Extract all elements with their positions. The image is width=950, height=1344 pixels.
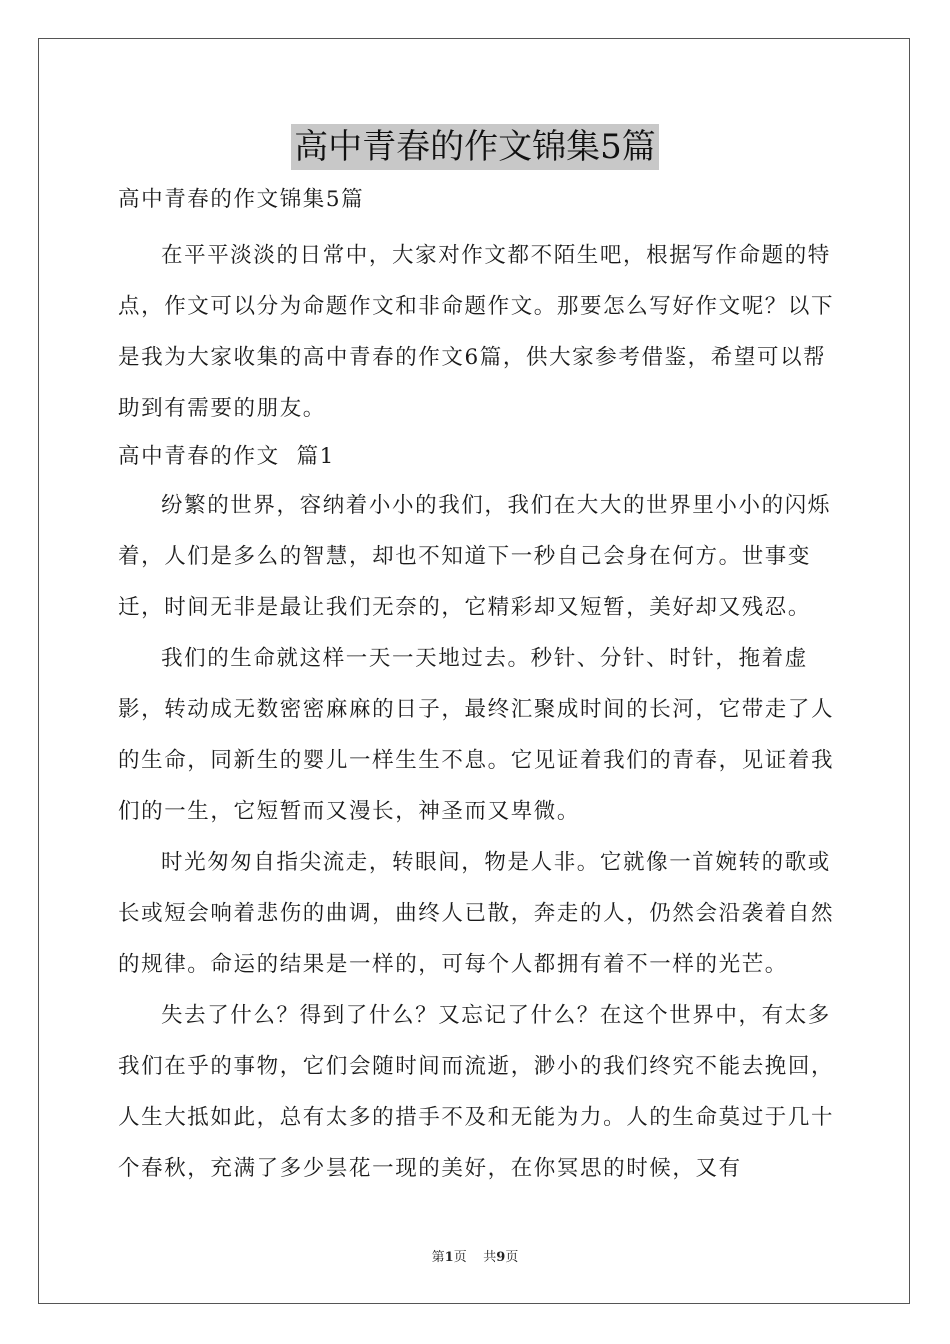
body-paragraph: 失去了什么？得到了什么？又忘记了什么？在这个世界中，有太多我们在乎的事物，它们会随时间而流逝，渺小的我们终究不能去挽回，人生大抵如此，总有太多的措手不及和无能为力。人的生命莫过于几十个春秋，充满了多少昙花一现的美好，在你冥思的时候，又有	[118, 1003, 835, 1181]
page-prefix: 第	[431, 1250, 445, 1265]
section-heading: 高中青春的作文 篇1	[118, 444, 335, 469]
body-paragraph: 我们的生命就这样一天一天地过去。秒针、分针、时针，拖着虚影，转动成无数密密麻麻的日子，最终汇聚成时间的长河，它带走了人的生命，同新生的婴儿一样生生不息。它见证着我们的青春，见证着我们的一生，它短暂而又漫长，神圣而又卑微。	[118, 646, 835, 824]
document-subtitle: 高中青春的作文锦集5篇	[118, 187, 365, 212]
body-paragraph: 时光匆匆自指尖流走，转眼间，物是人非。它就像一首婉转的歌或长或短会响着悲伤的曲调，曲终人已散，奔走的人，仍然会沿袭着自然的规律。命运的结果是一样的，可每个人都拥有着不一样的光芒。	[118, 850, 835, 977]
page-suffix: 页	[453, 1250, 467, 1265]
body-paragraph: 纷繁的世界，容纳着小小的我们，我们在大大的世界里小小的闪烁着，人们是多么的智慧，却也不知道下一秒自己会身在何方。世事变迁，时间无非是最让我们无奈的，它精彩却又短暂，美好却又残忍。	[118, 493, 831, 620]
total-pages: 9	[496, 1250, 506, 1265]
total-prefix: 共	[483, 1250, 497, 1265]
page-number: 1	[444, 1250, 454, 1265]
page-footer	[0, 1246, 950, 1265]
total-suffix: 页	[505, 1250, 519, 1265]
document-title: 高中青春的作文锦集5篇	[291, 124, 659, 170]
intro-paragraph: 在平平淡淡的日常中，大家对作文都不陌生吧，根据写作命题的特点，作文可以分为命题作文和非命题作文。那要怎么写好作文呢？以下是我为大家收集的高中青春的作文6篇，供大家参考借鉴，希望可以帮助到有需要的朋友。	[118, 243, 835, 421]
document-body	[118, 178, 838, 1194]
title-container	[0, 124, 950, 170]
